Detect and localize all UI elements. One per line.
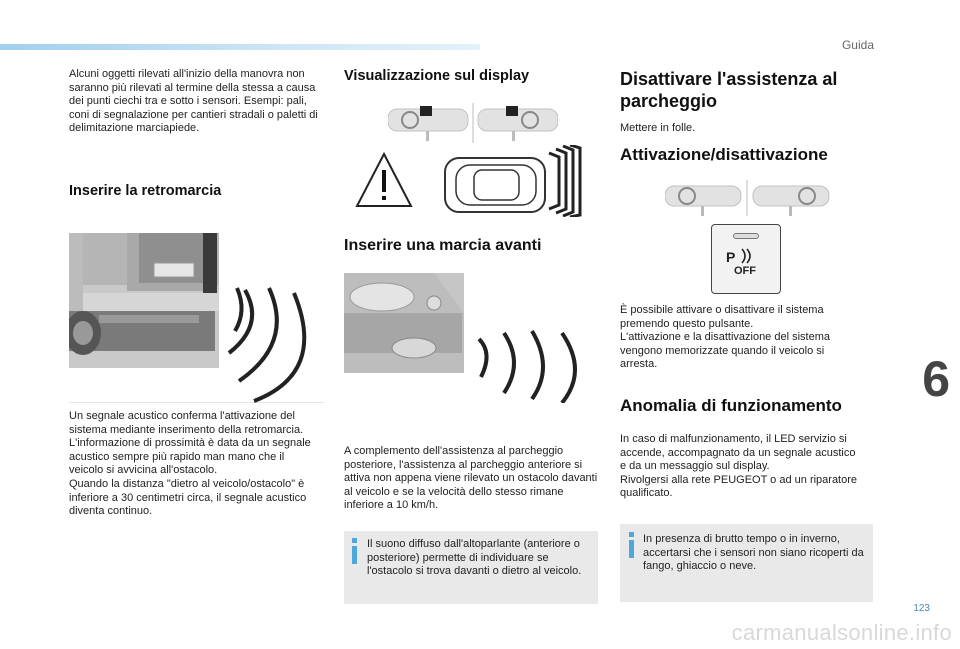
button-label-p: P (726, 249, 736, 265)
heading-display: Visualizzazione sul display (344, 68, 530, 84)
reverse-body: Un segnale acustico conferma l'attivazione del sistema mediante inserimento della retromarcia. L'informazione di prossimità è data da un segnale acustico sempre più rapido man mano che il veicolo si avvicina all'ostacolo. Quando la distanza "dietro al veicolo/ostacolo" è inferiore a 30 centimetri circa, il segnale acustico diventa continuo. (69, 410, 311, 518)
heading-toggle: Attivazione/disattivazione (620, 145, 828, 164)
heading-forward: Inserire una marcia avanti (344, 237, 542, 254)
info-text-speaker: Il suono diffuso dall'altoparlante (anteriore o posteriore) permette di individuare se l'ostacolo si trova davanti o dietro al veicolo. (367, 538, 582, 578)
info-icon (351, 538, 359, 564)
warning-triangle-icon (354, 150, 414, 210)
forward-body: A complemento dell'assistenza al parcheggio posteriore, l'assistenza al parcheggio anteriore si attiva non appena viene rilevato un ostacolo davanti al veicolo e se la velocità dello stesso rimane inferiore a 10 km/h. (344, 445, 598, 512)
car-top-view-display (444, 145, 584, 217)
rear-car-illustration (69, 233, 324, 403)
info-icon (628, 532, 636, 558)
front-car-illustration (344, 273, 598, 403)
section-label: Guida (841, 38, 874, 52)
page-number: 123 (913, 603, 930, 614)
led-indicator (733, 233, 759, 239)
intro-paragraph: Alcuni oggetti rilevati all'inizio della manovra non saranno più rilevati al termine della stessa a causa dei punti ciechi tra e sotto i sensori. Esempi: pali, coni di segnalazione per cantieri stradali o paletti di delimitazione marciapiede. (69, 68, 318, 135)
disable-body: Mettere in folle. (620, 122, 696, 134)
header-bar (0, 44, 480, 50)
display-icons (388, 103, 558, 143)
fault-body: In caso di malfunzionamento, il LED servizio si accende, accompagnato da un segnale acustico e da un messaggio sul display. Rivolgersi alla rete PEUGEOT o ad un riparatore qualificato. (620, 433, 858, 500)
heading-fault: Anomalia di funzionamento (620, 396, 842, 415)
heading-disable: Disattivare l'assistenza al parcheggio (620, 69, 838, 111)
park-sensor-off-button[interactable] (711, 224, 781, 294)
chapter-number: 6 (922, 351, 950, 407)
park-sensor-off-icon (740, 247, 756, 265)
button-label-off: OFF (734, 265, 756, 277)
toggle-body: È possibile attivare o disattivare il sistema premendo questo pulsante. L'attivazione e la disattivazione del sistema vengono memorizzate quando il veicolo si arresta. (620, 304, 830, 371)
info-text-weather: In presenza di brutto tempo o in inverno, accertarsi che i sensori non siano ricoperti da fango, ghiaccio o neve. (643, 533, 864, 573)
watermark: carmanualsonline.info (731, 620, 952, 645)
heading-reverse: Inserire la retromarcia (69, 183, 222, 199)
toggle-mirrors-illustration (665, 180, 830, 216)
